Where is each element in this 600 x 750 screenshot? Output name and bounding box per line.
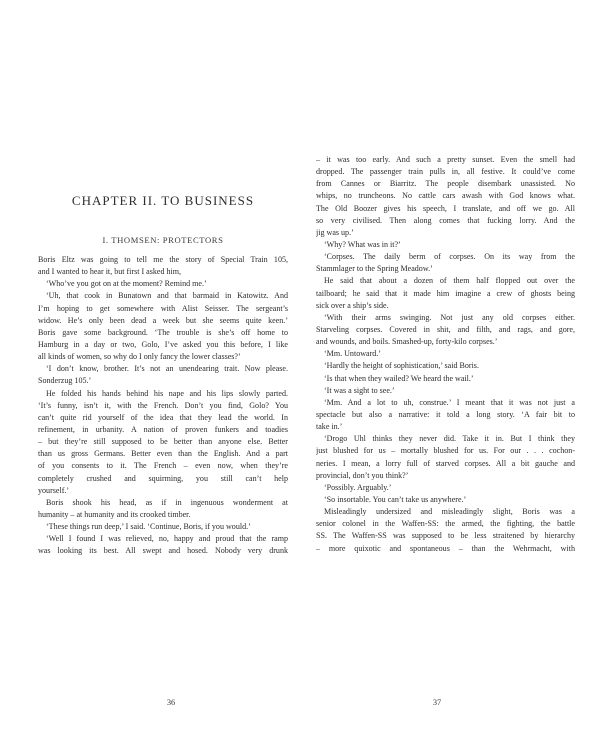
text-line: jig was up.’ xyxy=(316,227,354,237)
text-line: and wounds, and boils. Smashed-up, forty-kilo corpses.’ xyxy=(316,337,498,347)
text-line: Stammlager to the Spring Meadow.’ xyxy=(316,264,433,274)
text-line: – more quixotic and spontaneous – than the Wehrmacht, with xyxy=(316,543,575,553)
text-line: – it was too early. And such a pretty sunset. Even the smell had xyxy=(316,155,575,164)
text-line: ‘Who’ve you got on at the moment? Remind me.’ xyxy=(46,279,207,289)
text-line: dropped. The passenger train pulls in, all festive. It could’ve come xyxy=(316,167,575,177)
text-line: all kinds of women, so why do I only fancy the lower classes?’ xyxy=(38,352,241,362)
text-line: spectacle but also a narrative: it told a long story. ‘A fair bit to xyxy=(316,409,575,419)
text-line: ‘These things run deep,’ I said. ‘Continue, Boris, if you would.’ xyxy=(46,522,251,532)
text-line: refinement, in urbanity. A nation of proven funkers and toadies xyxy=(38,424,288,434)
text-line: He folded his hands behind his nape and his lips slowly parted. xyxy=(46,388,288,398)
text-line: provincial, don’t you think?’ xyxy=(316,470,409,480)
text-line: ‘Mm. And a lot to uh, construe.’ I meant that it was not just a xyxy=(324,397,575,407)
text-line: ‘Uh, that cook in Bunatown and that barmaid in Katowitz. And xyxy=(46,291,288,301)
text-line: sick over a ship’s side. xyxy=(316,300,389,310)
section-title: I. THOMSEN: PROTECTORS xyxy=(102,235,224,245)
text-line: ‘Mm. Untoward.’ xyxy=(324,349,381,359)
right-page xyxy=(300,0,600,750)
text-line: neries. I mean, a lorry full of starved corpses. All a bit gauche and xyxy=(316,458,575,468)
text-line: Misleadingly undersized and misleadingly slight, Boris was a xyxy=(324,507,575,517)
text-line: yourself.’ xyxy=(38,485,70,495)
text-line: ‘I don’t know, brother. It’s not an unendearing trait. Now please. xyxy=(46,364,288,374)
text-line: – but they’re still supposed to be better than anyone else. Better xyxy=(38,437,288,447)
text-line: so very civilised. Then along comes that fucking lorry. And the xyxy=(316,215,575,225)
page-number-left: 36 xyxy=(166,698,176,707)
text-line: was looking its best. All swept and hosed. Nobody very drunk xyxy=(38,546,288,556)
text-line: widow. He’s only been dead a week but she seems quite keen.’ xyxy=(38,315,288,325)
text-line: can’t quite rid yourself of the idea that they lead the world. In xyxy=(38,412,288,422)
text-line: ‘Well I found I was relieved, no, happy and proud that the ramp xyxy=(46,534,288,544)
text-line: Boris shook his head, as if in ingenuous wonderment at xyxy=(46,497,288,507)
left-body-text xyxy=(38,254,288,558)
text-line: The Old Boozer gives his speech, I translate, and off we go. All xyxy=(316,203,575,213)
text-line: ‘Possibly. Arguably.’ xyxy=(324,482,392,492)
text-line: ‘Why? What was in it?’ xyxy=(324,239,401,249)
text-line: Hamburg in a day or two, Golo, I’ve asked you this before, I like xyxy=(38,339,288,349)
text-line: tailboard; he said that it made him imagine a crew of ghosts being xyxy=(316,288,575,298)
text-line: whips, no truncheons. No cattle cars awash with God knows what. xyxy=(316,191,575,201)
text-line: Sonderzug 105.’ xyxy=(38,376,92,386)
text-line: senior colonel in the Waffen-SS: the armed, the fighting, the battle xyxy=(316,519,575,529)
text-line: ‘Drogo Uhl thinks they never did. Take it in. But I think they xyxy=(324,434,575,444)
text-line: and I wanted to hear it, but first I asked him, xyxy=(38,267,182,277)
text-line: ‘It’s funny, isn’t it, with the French. Don’t you find, Golo? You xyxy=(38,400,288,410)
text-line: ‘Hardly the height of sophistication,’ said Boris. xyxy=(324,361,479,371)
text-line: ‘With their arms swinging. Not just any old corpses either. xyxy=(324,312,575,322)
chapter-title: CHAPTER II. TO BUSINESS xyxy=(71,193,255,208)
text-line: than us gross Germans. Better even than the English. And a part xyxy=(38,449,288,459)
text-line: Boris Eltz was going to tell me the story of Special Train 105, xyxy=(38,255,288,264)
text-line: He said that about a dozen of them half flopped out over the xyxy=(324,276,575,286)
text-line: ‘Corpses. The daily berm of corpses. On its way from the xyxy=(324,252,575,262)
text-line: SS. The Waffen-SS was supposed to be less straitened by hierarchy xyxy=(316,531,575,541)
page-number-right: 37 xyxy=(432,698,442,707)
text-line: ‘It was a sight to see.’ xyxy=(324,385,395,395)
text-line: ‘Is that when they wailed? We heard the wail.’ xyxy=(324,373,474,383)
text-line: take in.’ xyxy=(316,422,343,432)
text-line: Boris gave some background. ‘The trouble is she’s off home to xyxy=(38,327,288,337)
text-line: from Cannes or Biarritz. The people disembark unassisted. No xyxy=(316,179,575,189)
text-line: completely crushed and squirming, you still can’t help xyxy=(38,473,288,483)
text-line: ‘So insortable. You can’t take us anywhere.’ xyxy=(324,494,467,504)
right-body-text xyxy=(316,154,575,555)
text-line: of you consents to it. The French – even now, when they’re xyxy=(38,461,288,471)
text-line: Starveling corpses. Covered in shit, and filth, and rags, and gore, xyxy=(316,324,575,334)
text-line: I’m hoping to get somewhere with Alist Seisser. The sergeant’s xyxy=(38,303,288,313)
text-line: just blushed for us – mortally blushed for us. For our . . . cochon- xyxy=(316,446,575,456)
text-line: humanity – at humanity and its crooked timber. xyxy=(38,509,191,519)
